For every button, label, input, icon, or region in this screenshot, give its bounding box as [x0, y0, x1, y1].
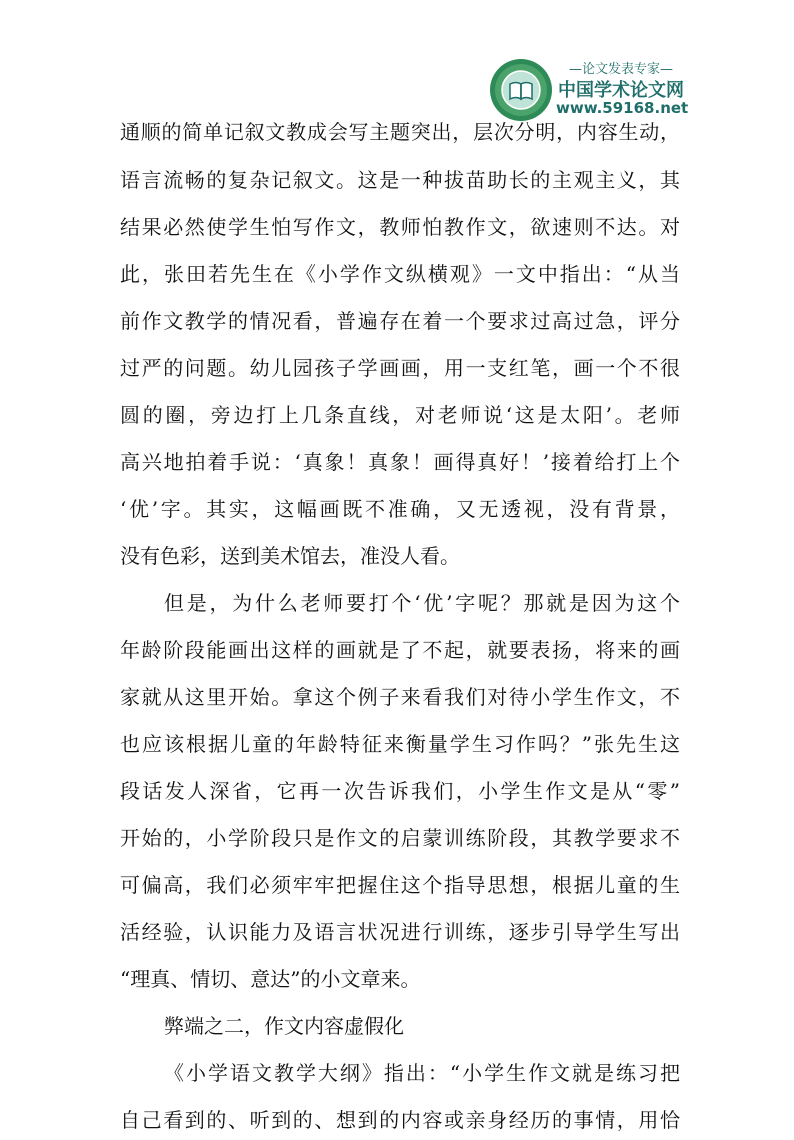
logo-slogan: —论文发表专家—: [568, 62, 673, 77]
section-heading: 弊端之二，作文内容虚假化: [164, 1014, 404, 1038]
text-line: 没有色彩，送到美术馆去，准没人看。: [120, 544, 460, 568]
text-line: ‘优’字。其实，这幅画既不准确，又无透视，没有背景，: [120, 497, 680, 521]
text-line: 过严的问题。幼儿园孩子学画画，用一支红笔，画一个不很: [120, 356, 680, 380]
text-line: 年龄阶段能画出这样的画就是了不起，就要表扬，将来的画: [120, 638, 680, 662]
paragraph-first-line: 但是，为什么老师要打个‘优’字呢？那就是因为这个: [164, 591, 680, 615]
text-line: 家就从这里开始。拿这个例子来看我们对待小学生作文，不: [120, 685, 680, 709]
text-line: 活经验，认识能力及语言状况进行训练，逐步引导学生写出: [120, 920, 680, 944]
text-line: 可偏高，我们必须牢牢把握住这个指导思想，根据儿童的生: [120, 873, 680, 897]
text-line: 通顺的简单记叙文教成会写主题突出，层次分明，内容生动，: [120, 120, 680, 144]
text-line: 结果必然使学生怕写作文，教师怕教作文，欲速则不达。对: [120, 215, 680, 239]
text-line: 此，张田若先生在《小学作文纵横观》一文中指出：“从当: [120, 262, 680, 286]
logo-site-name: 中国学术论文网: [558, 80, 684, 101]
text-line: 前作文教学的情况看，普遍存在着一个要求过高过急，评分: [120, 309, 680, 333]
text-line: 语言流畅的复杂记叙文。这是一种拔苗助长的主观主义，其: [120, 168, 680, 192]
logo-url: www.59168.net: [556, 99, 689, 117]
text-line: “理真、情切、意达”的小文章来。: [120, 967, 421, 991]
paragraph-first-line: 《小学语文教学大纲》指出：“小学生作文就是练习把: [164, 1061, 680, 1085]
text-line: 也应该根据儿童的年龄特征来衡量学生习作吗？”张先生这: [120, 732, 680, 756]
text-line: 段话发人深省，它再一次告诉我们，小学生作文是从“零”: [120, 779, 680, 803]
text-line: 开始的，小学阶段只是作文的启蒙训练阶段，其教学要求不: [120, 826, 680, 850]
text-line: 圆的圈，旁边打上几条直线，对老师说‘这是太阳’。老师: [120, 403, 680, 427]
text-line: 自己看到的、听到的、想到的内容或亲身经历的事情，用恰: [120, 1108, 680, 1132]
text-line: 高兴地拍着手说：‘真象！真象！画得真好！’接着给打上个: [120, 450, 680, 474]
